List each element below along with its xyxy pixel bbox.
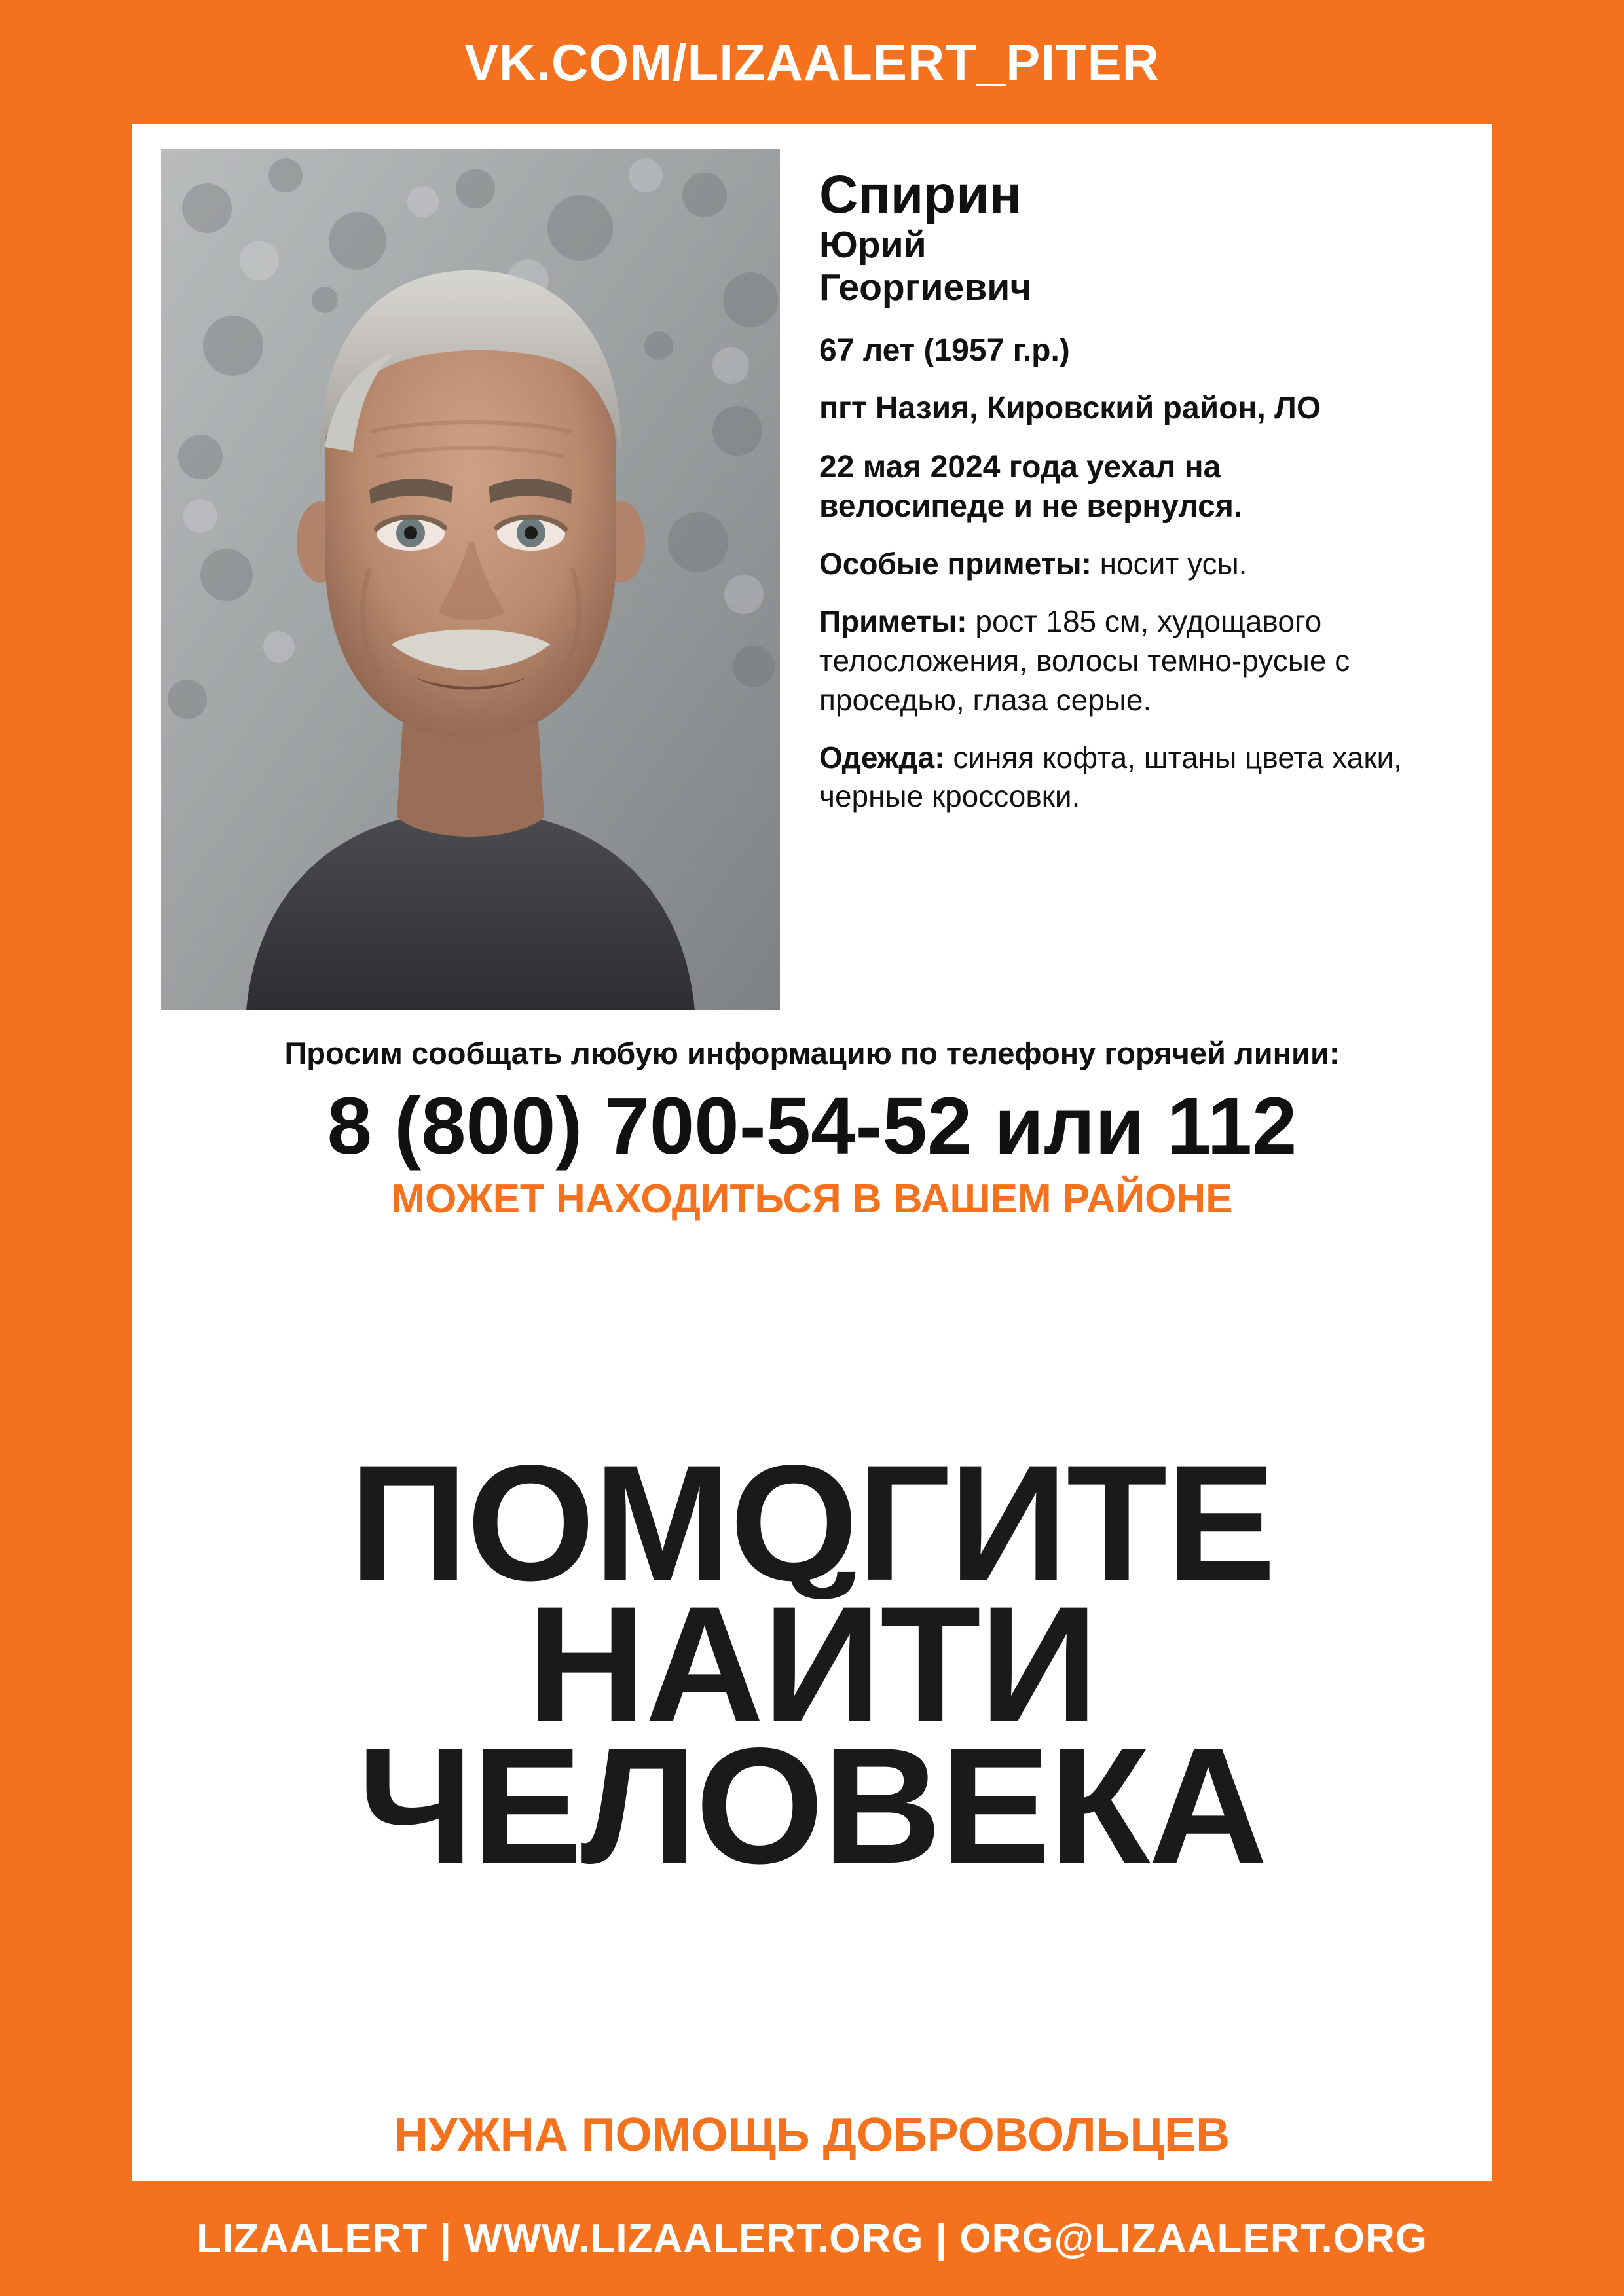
volunteers-notice: НУЖНА ПОМОЩЬ ДОБРОВОЛЬЦЕВ xyxy=(394,2108,1230,2161)
hotline-number: 8 (800) 700-54-52 или 112 xyxy=(327,1082,1297,1172)
hotline-note: Просим сообщать любую информацию по телефону горячей линии: xyxy=(284,1036,1340,1070)
headline-block xyxy=(161,1226,1463,2104)
signs-value: рост 185 см, худощавого телосложения, волосы темно-русые с проседью, глаза серые. xyxy=(819,604,1350,717)
clothes-row xyxy=(819,738,1409,817)
org-contacts-text: LIZAALERT | WWW.LIZAALERT.ORG | ORG@LIZAALERT.ORG xyxy=(196,2215,1428,2261)
person-photo xyxy=(161,149,780,1010)
clothes-value: синяя кофта, штаны цвета хаки, черные кроссовки. xyxy=(819,740,1402,814)
person-circumstances: 22 мая 2024 года уехал на велосипеде и не вернулся. xyxy=(819,450,1243,524)
bottom-banner xyxy=(0,2181,1624,2296)
headline-line-3: ЧЕЛОВЕКА xyxy=(358,1713,1266,1898)
signs-label: Приметы: xyxy=(819,604,967,639)
maybe-near-notice: МОЖЕТ НАХОДИТЬСЯ В ВАШЕМ РАЙОНЕ xyxy=(391,1176,1233,1222)
special-marks-value: носит усы. xyxy=(1099,547,1247,581)
person-location: пгт Назия, Кировский район, ЛО xyxy=(819,391,1321,426)
clothes-label: Одежда: xyxy=(819,740,945,774)
special-marks-row xyxy=(819,545,1409,584)
person-age: 67 лет (1957 г.р.) xyxy=(819,333,1070,368)
person-patronymic: Георгиевич xyxy=(819,266,1032,309)
person-first-name: Юрий xyxy=(819,223,927,266)
top-banner xyxy=(0,0,1624,124)
headline-line-1: ПОМОГИТЕ xyxy=(349,1431,1275,1616)
poster-card xyxy=(132,124,1492,2181)
person-last-name: Спирин xyxy=(819,165,1022,225)
person-details xyxy=(780,149,1463,816)
special-marks-label: Особые приметы: xyxy=(819,547,1092,581)
signs-row xyxy=(819,602,1409,720)
vk-link-text: VK.COM/LIZAALERT_PITER xyxy=(464,33,1160,91)
person-summary-row xyxy=(161,149,1463,1010)
headline-line-2: НАЙТИ xyxy=(526,1573,1098,1757)
person-photo-illustration xyxy=(161,149,780,1010)
